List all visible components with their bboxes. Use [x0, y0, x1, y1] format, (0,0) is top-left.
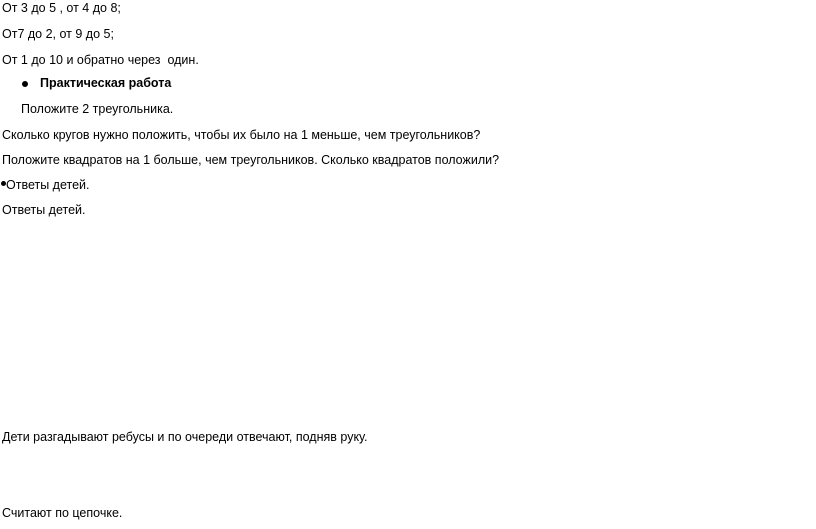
text-line-2: От7 до 2, от 9 до 5;: [2, 27, 114, 41]
text-line-9: Ответы детей.: [2, 203, 86, 217]
text-line-10: Дети разгадывают ребусы и по очереди отвечают, подняв руку.: [2, 430, 368, 444]
text-line-1: От 3 до 5 , от 4 до 8;: [2, 1, 121, 15]
bullet-icon: [22, 81, 28, 87]
text-line-7: Положите квадратов на 1 больше, чем треугольников. Сколько квадратов положили?: [2, 153, 500, 167]
section-heading: Практическая работа: [40, 76, 172, 90]
text-line-11: Считают по цепочке.: [2, 506, 123, 520]
text-line-8: Ответы детей.: [6, 178, 90, 192]
text-line-5: Положите 2 треугольника.: [21, 102, 174, 116]
text-line-3: От 1 до 10 и обратно через один.: [2, 53, 199, 67]
text-line-6: Сколько кругов нужно положить, чтобы их было на 1 меньше, чем треугольников?: [2, 128, 481, 142]
